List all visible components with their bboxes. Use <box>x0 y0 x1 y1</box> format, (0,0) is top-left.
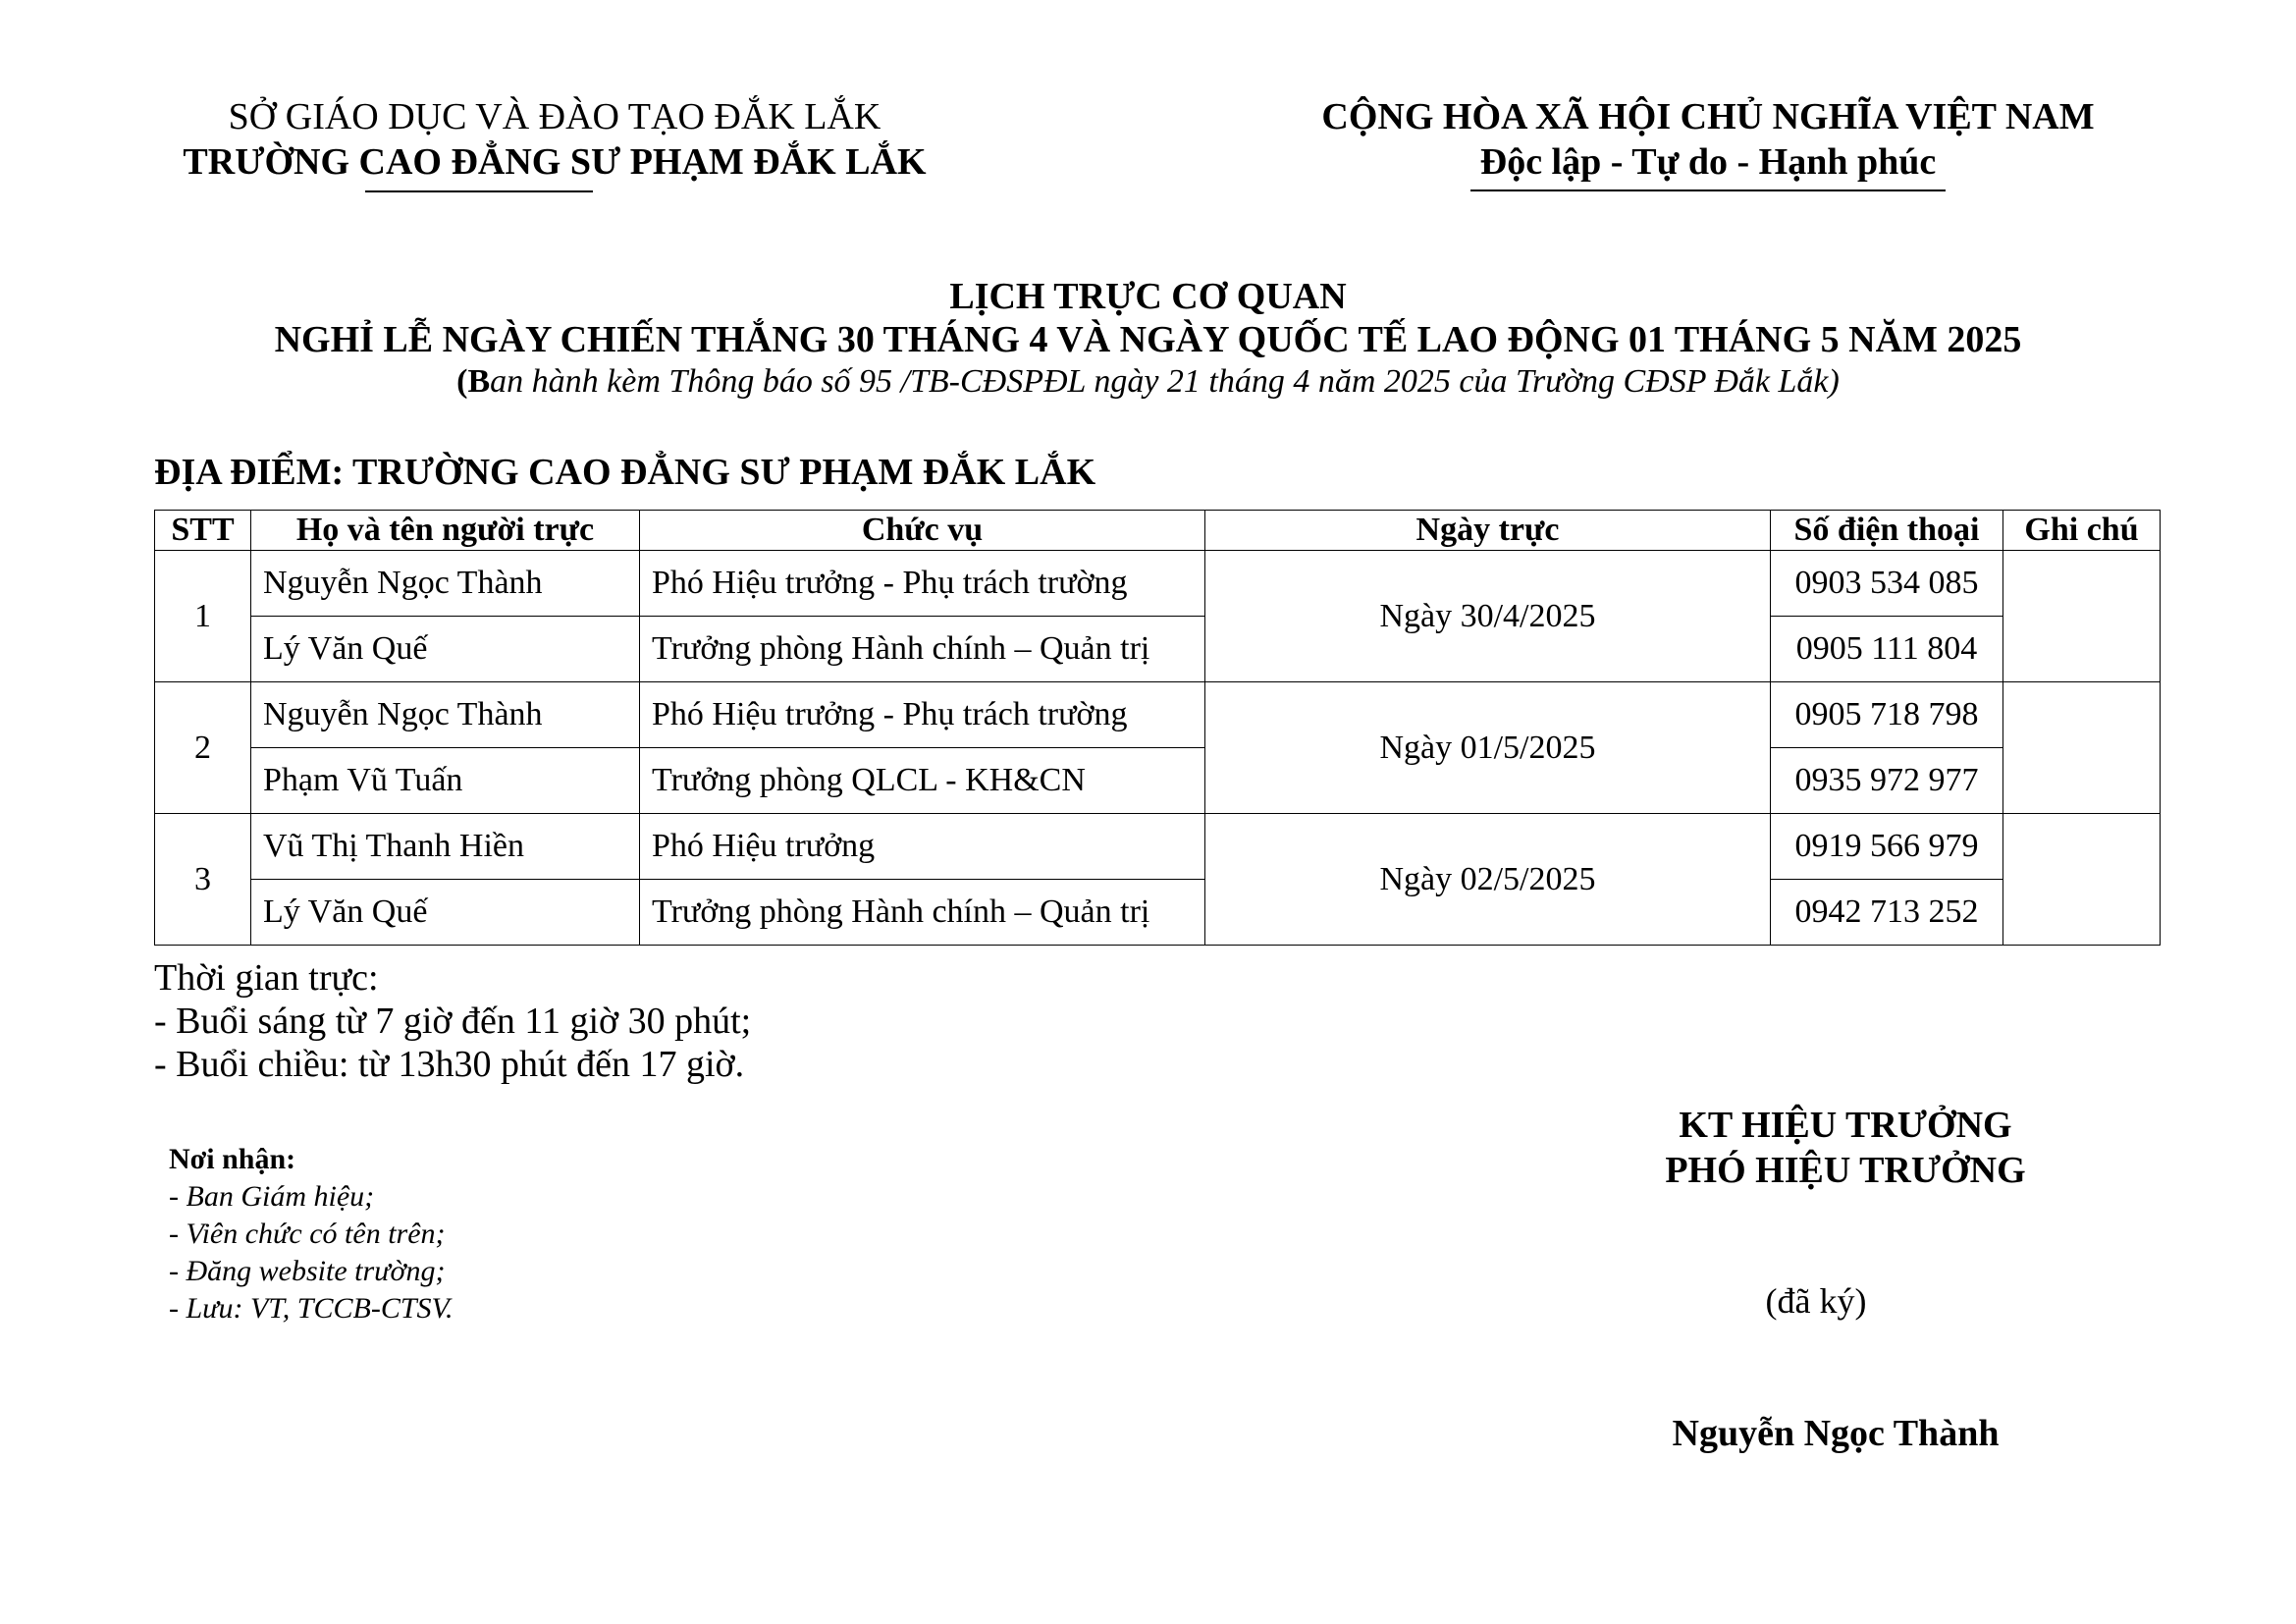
header-stt: STT <box>155 511 251 551</box>
header-position: Chức vụ <box>640 511 1205 551</box>
stt-cell: 2 <box>155 682 251 814</box>
signature-authority <box>1610 1103 2081 1193</box>
header-phone: Số điện thoại <box>1771 511 2003 551</box>
issuance-note-first-letter: B <box>467 363 491 400</box>
phone-cell: 0903 534 085 <box>1771 551 2003 617</box>
stt-cell: 3 <box>155 814 251 946</box>
table-row <box>155 880 2161 946</box>
school-name-underline <box>365 190 593 192</box>
name-cell: Nguyễn Ngọc Thành <box>251 682 640 748</box>
phone-cell: 0905 111 804 <box>1771 617 2003 682</box>
header-name: Họ và tên người trực <box>251 511 640 551</box>
name-cell: Nguyễn Ngọc Thành <box>251 551 640 617</box>
signature-line2: PHÓ HIỆU TRƯỞNG <box>1665 1150 2026 1191</box>
location-heading: ĐỊA ĐIỂM: TRƯỜNG CAO ĐẲNG SƯ PHẠM ĐẮK LẮK <box>154 452 1096 493</box>
national-motto-underline <box>1470 189 1946 191</box>
position-cell: Phó Hiệu trưởng - Phụ trách trường <box>640 682 1205 748</box>
signature-line1: KT HIỆU TRƯỞNG <box>1679 1105 2012 1146</box>
signed-mark: (đã ký) <box>1765 1281 1867 1321</box>
duty-schedule-table <box>154 510 2161 946</box>
note-cell <box>2003 551 2161 682</box>
name-cell: Phạm Vũ Tuấn <box>251 748 640 814</box>
header-date: Ngày trực <box>1205 511 1771 551</box>
phone-cell: 0905 718 798 <box>1771 682 2003 748</box>
recipient-item: - Viên chức có tên trên; <box>169 1218 446 1250</box>
agency-header <box>147 94 962 185</box>
position-cell: Phó Hiệu trưởng - Phụ trách trường <box>640 551 1205 617</box>
national-motto: Độc lập - Tự do - Hạnh phúc <box>1479 141 1937 183</box>
recipient-item: - Ban Giám hiệu; <box>169 1180 375 1213</box>
position-cell: Trưởng phòng Hành chính – Quản trị <box>640 880 1205 946</box>
table-header-row <box>155 511 2161 551</box>
name-cell: Lý Văn Quế <box>251 880 640 946</box>
date-cell: Ngày 01/5/2025 <box>1205 682 1771 814</box>
name-cell: Vũ Thị Thanh Hiền <box>251 814 640 880</box>
signer-name: Nguyễn Ngọc Thành <box>1672 1413 2000 1454</box>
recipients-label: Nơi nhận: <box>169 1143 296 1175</box>
ministry-name: SỞ GIÁO DỤC VÀ ĐÀO TẠO ĐẮK LẮK <box>228 96 881 137</box>
duty-time-label: Thời gian trực: <box>154 957 379 999</box>
phone-cell: 0935 972 977 <box>1771 748 2003 814</box>
table-row <box>155 551 2161 617</box>
national-header <box>1266 94 2150 185</box>
issuance-note-text: an hành kèm Thông báo số 95 /TB-CĐSPĐL ngày 21 tháng 4 năm 2025 của Trường CĐSP Đắk Lắk) <box>490 363 1840 400</box>
header-note: Ghi chú <box>2003 511 2161 551</box>
position-cell: Trưởng phòng QLCL - KH&CN <box>640 748 1205 814</box>
issuance-note-open: ( <box>456 363 468 400</box>
recipient-item: - Lưu: VT, TCCB-CTSV. <box>169 1292 454 1325</box>
recipients-block <box>169 1141 453 1327</box>
issuance-note <box>0 359 2296 405</box>
recipient-item: - Đăng website trường; <box>169 1255 446 1287</box>
date-cell: Ngày 30/4/2025 <box>1205 551 1771 682</box>
phone-cell: 0919 566 979 <box>1771 814 2003 880</box>
table-row <box>155 617 2161 682</box>
phone-cell: 0942 713 252 <box>1771 880 2003 946</box>
table-row <box>155 748 2161 814</box>
position-cell: Trưởng phòng Hành chính – Quản trị <box>640 617 1205 682</box>
position-cell: Phó Hiệu trưởng <box>640 814 1205 880</box>
table-row <box>155 682 2161 748</box>
duty-time-block <box>154 956 751 1086</box>
note-cell <box>2003 814 2161 946</box>
duty-time-afternoon: - Buổi chiều: từ 13h30 phút đến 17 giờ. <box>154 1044 745 1085</box>
document-subtitle: NGHỈ LỄ NGÀY CHIẾN THẮNG 30 THÁNG 4 VÀ NGÀY QUỐC TẾ LAO ĐỘNG 01 THÁNG 5 NĂM 2025 <box>274 319 2022 360</box>
duty-time-morning: - Buổi sáng từ 7 giờ đến 11 giờ 30 phút; <box>154 1001 752 1042</box>
name-cell: Lý Văn Quế <box>251 617 640 682</box>
school-name: TRƯỜNG CAO ĐẲNG SƯ PHẠM ĐẮK LẮK <box>183 141 927 183</box>
table-row <box>155 814 2161 880</box>
stt-cell: 1 <box>155 551 251 682</box>
note-cell <box>2003 682 2161 814</box>
national-title: CỘNG HÒA XÃ HỘI CHỦ NGHĨA VIỆT NAM <box>1321 96 2095 137</box>
date-cell: Ngày 02/5/2025 <box>1205 814 1771 946</box>
document-title: LỊCH TRỰC CƠ QUAN <box>949 276 1347 317</box>
